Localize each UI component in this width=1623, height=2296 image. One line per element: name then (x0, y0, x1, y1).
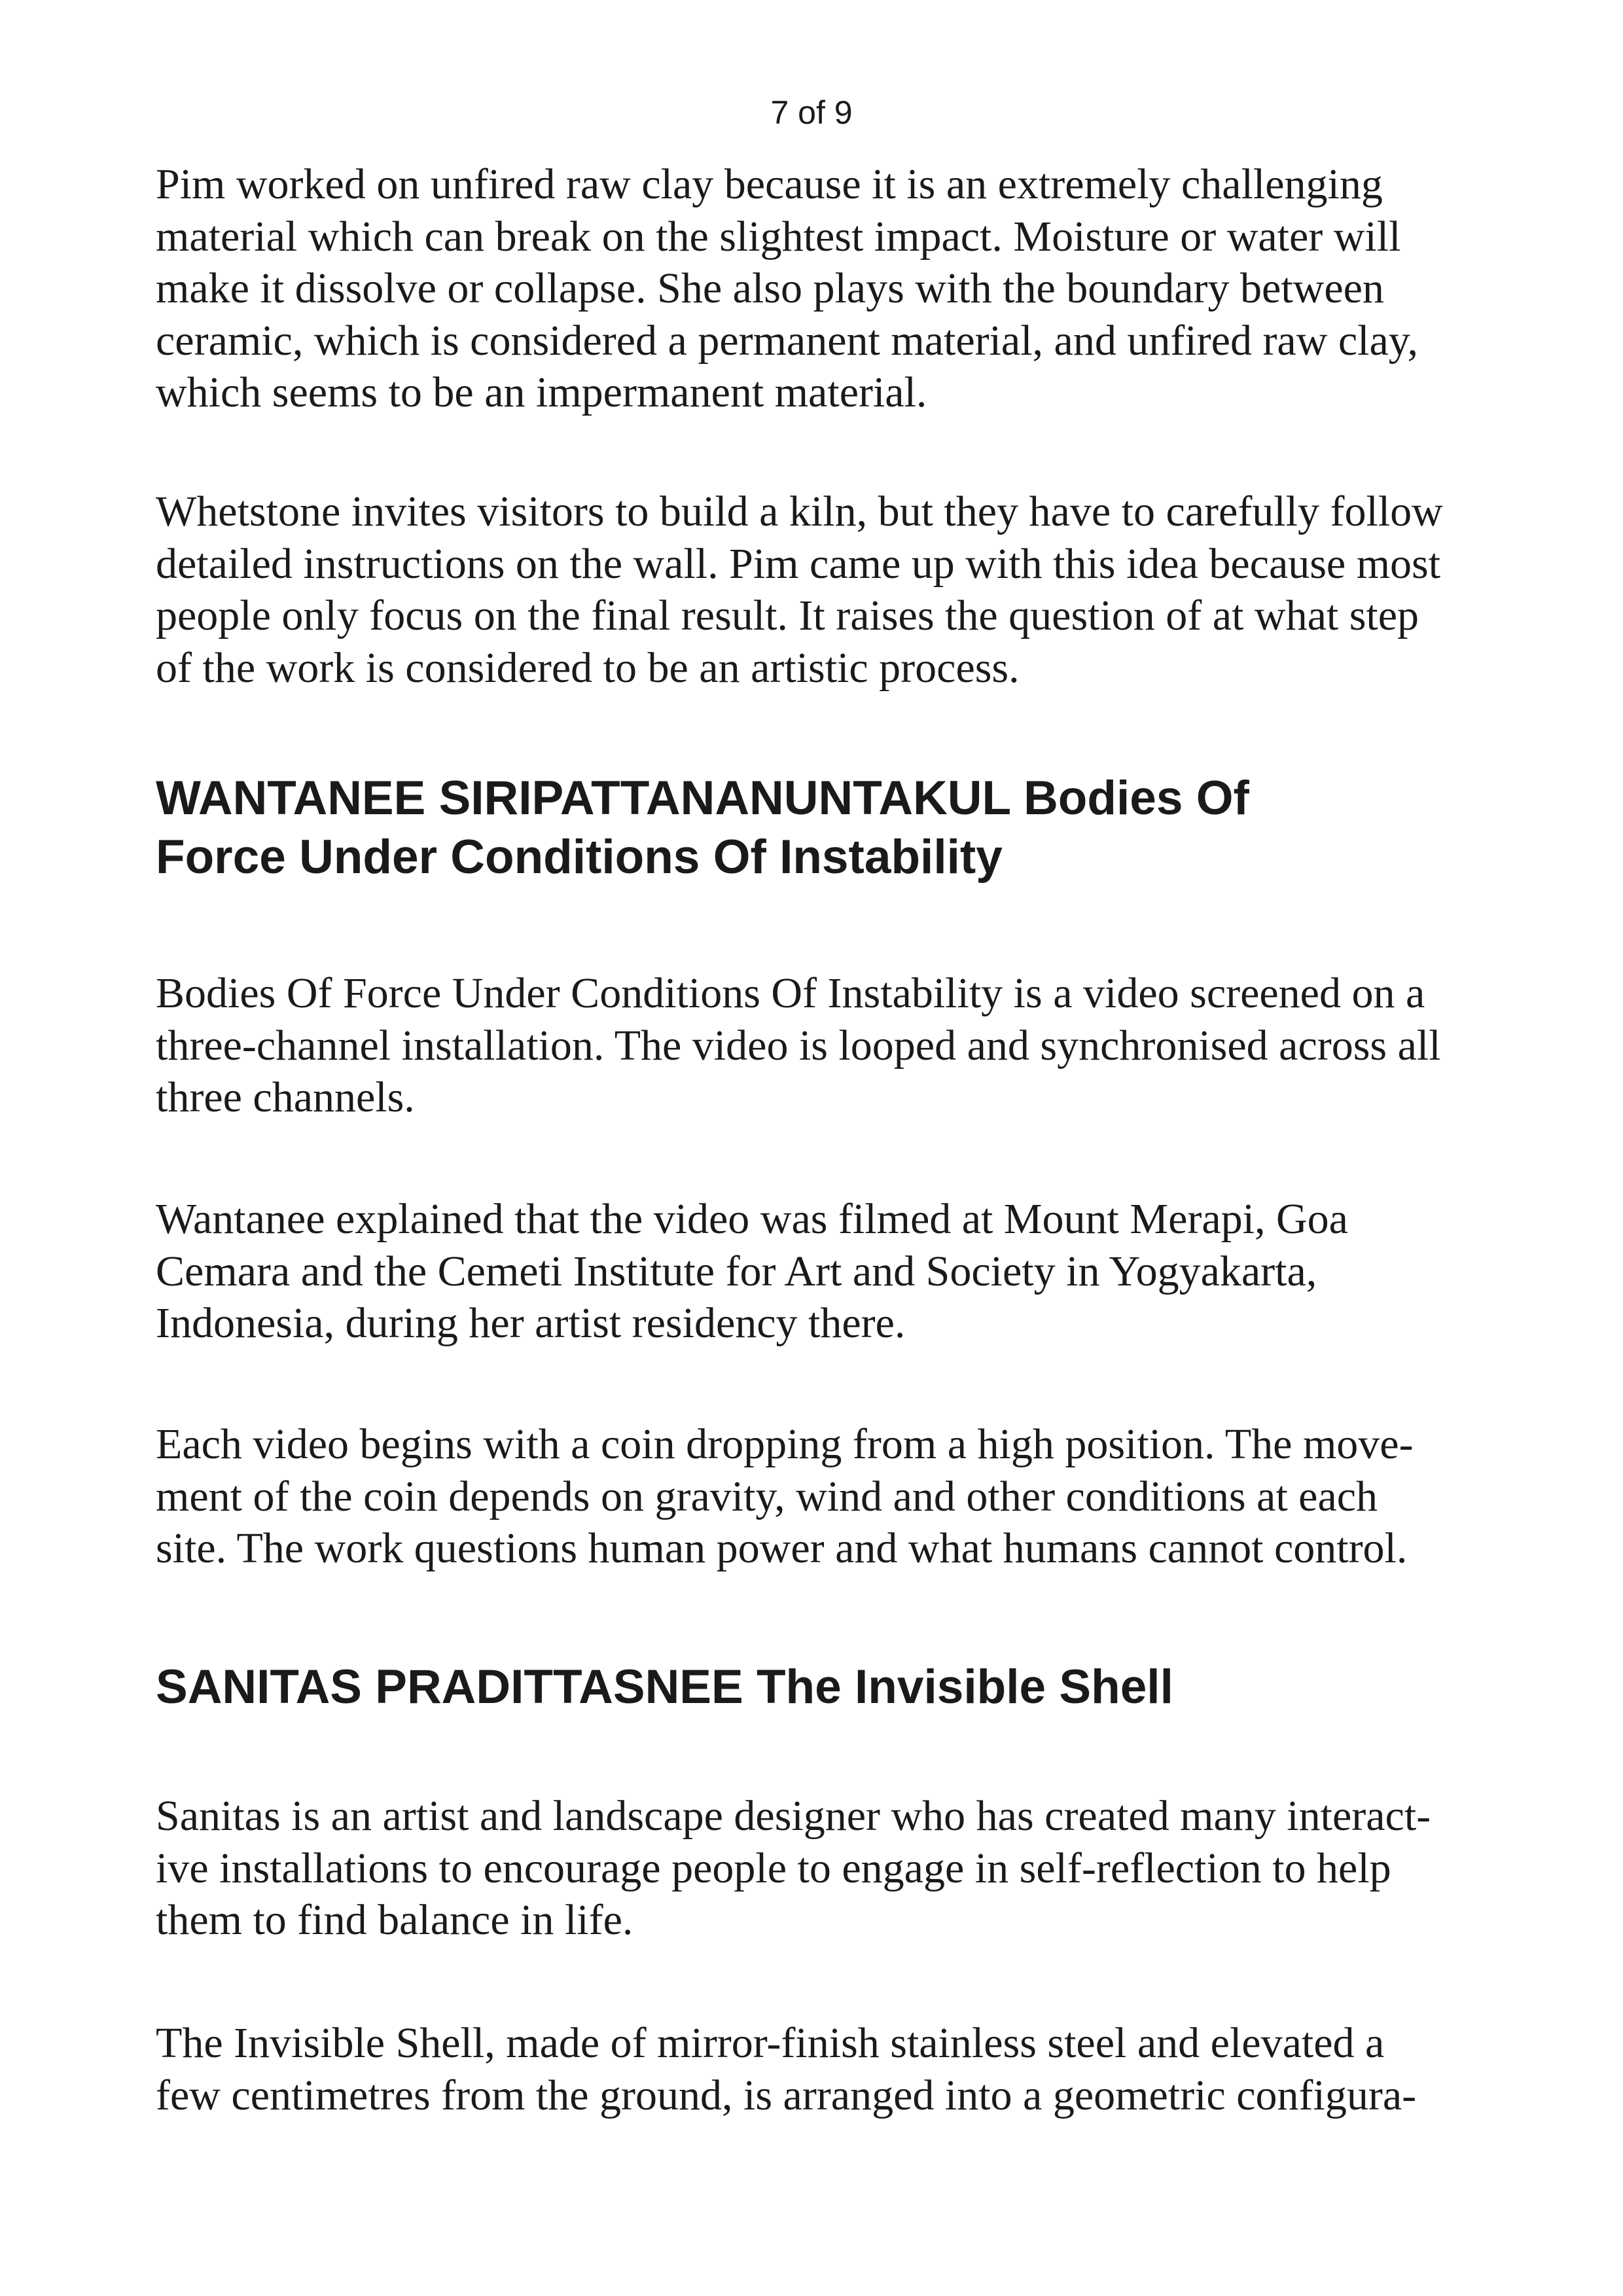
text-line: The Invisible Shell, made of mirror-finish stainless steel and elevated a (156, 2019, 1385, 2067)
text-line: Cemara and the Cemeti Institute for Art and Society in Yogyakarta, (156, 1247, 1317, 1295)
paragraph-clay (156, 158, 1484, 419)
paragraph-bodies-of-force (156, 967, 1484, 1124)
text-line: Pim worked on unfired raw clay because it is an extremely challenging (156, 160, 1383, 208)
text-line: Each video begins with a coin dropping from a high position. The move- (156, 1420, 1414, 1468)
paragraph-whetstone (156, 486, 1484, 694)
paragraph-coin-drop (156, 1418, 1484, 1575)
text-line: Whetstone invites visitors to build a kiln, but they have to carefully follow (156, 488, 1443, 535)
paragraph-wantanee-filming (156, 1193, 1484, 1350)
heading-line: Force Under Conditions Of Instability (156, 831, 1003, 884)
text-line: three channels. (156, 1073, 415, 1121)
text-line: them to find balance in life. (156, 1896, 633, 1944)
section-heading-sanitas (156, 1658, 1484, 1717)
text-line: Indonesia, during her artist residency there. (156, 1299, 906, 1347)
text-line: Wantanee explained that the video was filmed at Mount Merapi, Goa (156, 1195, 1348, 1243)
heading-line: SANITAS PRADITTASNEE The Invisible Shell (156, 1660, 1173, 1713)
text-line: detailed instructions on the wall. Pim came up with this idea because most (156, 539, 1441, 588)
text-line: material which can break on the slightest impact. Moisture or water will (156, 212, 1401, 260)
text-line: Sanitas is an artist and landscape designer who has created many interact- (156, 1792, 1431, 1840)
text-line: ive installations to encourage people to engage in self-reflection to help (156, 1844, 1391, 1892)
paragraph-sanitas-artist (156, 1790, 1484, 1946)
text-line: of the work is considered to be an artistic process. (156, 643, 1020, 692)
section-heading-wantanee (156, 769, 1484, 887)
text-line: people only focus on the final result. It raises the question of at what step (156, 592, 1419, 639)
text-line: Bodies Of Force Under Conditions Of Instability is a video screened on a (156, 969, 1425, 1017)
text-line: which seems to be an impermanent material. (156, 368, 927, 416)
page-number: 7 of 9 (770, 94, 853, 131)
text-line: ment of the coin depends on gravity, wind and other conditions at each (156, 1472, 1378, 1520)
heading-line: WANTANEE SIRIPATTANANUNTAKUL Bodies Of (156, 772, 1249, 825)
paragraph-invisible-shell (156, 2017, 1484, 2121)
text-line: site. The work questions human power and what humans cannot control. (156, 1524, 1408, 1572)
text-line: few centimetres from the ground, is arranged into a geometric configura- (156, 2071, 1417, 2119)
text-line: make it dissolve or collapse. She also plays with the boundary between (156, 264, 1384, 312)
text-line: ceramic, which is considered a permanent material, and unfired raw clay, (156, 316, 1419, 365)
text-line: three-channel installation. The video is looped and synchronised across all (156, 1021, 1441, 1069)
